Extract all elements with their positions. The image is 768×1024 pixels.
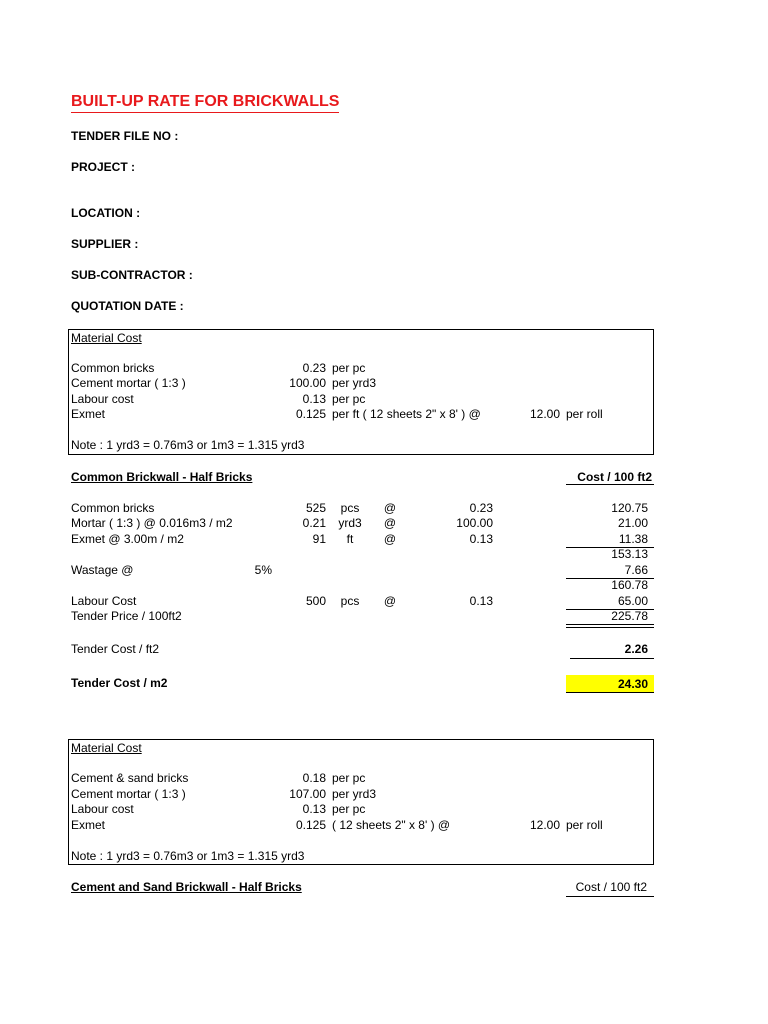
table-row-qty: 0.21 bbox=[302, 516, 326, 530]
material-item-unit: per pc bbox=[332, 802, 366, 816]
material-item-name: Cement mortar ( 1:3 ) bbox=[71, 376, 186, 390]
tender-cost-ft2: 2.26 bbox=[624, 642, 648, 656]
wastage-pct: 5% bbox=[254, 563, 272, 577]
table-row-at: @ bbox=[383, 532, 397, 546]
wastage-label: Wastage @ bbox=[71, 563, 134, 577]
section-title: Cement and Sand Brickwall - Half Bricks bbox=[71, 880, 302, 894]
material-item-name: Labour cost bbox=[71, 392, 134, 406]
material-cost-heading: Material Cost bbox=[71, 331, 142, 345]
table-row-rate: 0.23 bbox=[469, 501, 493, 515]
section-title: Common Brickwall - Half Bricks bbox=[71, 470, 253, 484]
material-item-name: Exmet bbox=[71, 407, 106, 421]
subtotal-1: 153.13 bbox=[611, 547, 648, 561]
material-item-unit: ( 12 sheets 2" x 8' ) @ bbox=[332, 818, 451, 832]
material-cost-heading: Material Cost bbox=[71, 741, 142, 755]
material-item-name: Common bricks bbox=[71, 361, 155, 375]
cost-header-underline bbox=[566, 484, 654, 485]
material-item-unit: per pc bbox=[332, 392, 366, 406]
double-underline-bottom bbox=[566, 627, 654, 628]
material-item-unit: per yrd3 bbox=[332, 376, 377, 390]
cost-header: Cost / 100 ft2 bbox=[575, 880, 647, 894]
material-item-rate: 107.00 bbox=[289, 787, 326, 801]
material-item-unit: per pc bbox=[332, 361, 366, 375]
tender-cost-ft2-underline bbox=[570, 658, 654, 659]
tender-cost-m2-underline bbox=[566, 692, 654, 693]
material-item-extra-rate: 12.00 bbox=[529, 407, 560, 421]
tender-cost-ft2-label: Tender Cost / ft2 bbox=[71, 642, 160, 656]
double-underline-top bbox=[566, 624, 654, 625]
table-row-qty: 525 bbox=[305, 501, 326, 515]
tender-cost-m2-label: Tender Cost / m2 bbox=[71, 676, 168, 690]
material-note: Note : 1 yrd3 = 0.76m3 or 1m3 = 1.315 yrd3 bbox=[71, 438, 305, 452]
table-row-cost: 120.75 bbox=[611, 501, 648, 515]
material-item-name: Labour cost bbox=[71, 802, 134, 816]
material-item-unit: per pc bbox=[332, 771, 366, 785]
material-item-unit: per yrd3 bbox=[332, 787, 377, 801]
material-item-name: Cement & sand bricks bbox=[71, 771, 189, 785]
table-row-at: @ bbox=[383, 516, 397, 530]
material-item-name: Exmet bbox=[71, 818, 106, 832]
wastage-cost: 7.66 bbox=[624, 563, 648, 577]
material-item-rate: 0.18 bbox=[302, 771, 326, 785]
table-row-qty: 91 bbox=[312, 532, 326, 546]
supplier-label: SUPPLIER : bbox=[71, 237, 139, 251]
table-row-unit: ft bbox=[346, 532, 354, 546]
table-row-cost: 65.00 bbox=[617, 594, 648, 608]
table-row-qty: 500 bbox=[305, 594, 326, 608]
tender-cost-m2: 24.30 bbox=[617, 677, 648, 691]
tender-price: 225.78 bbox=[611, 609, 648, 623]
material-item-rate: 0.13 bbox=[302, 802, 326, 816]
cost-header-underline bbox=[566, 896, 654, 897]
table-row-unit: pcs bbox=[340, 501, 360, 515]
page-title: BUILT-UP RATE FOR BRICKWALLS bbox=[71, 92, 339, 113]
table-row-name: Mortar ( 1:3 ) @ 0.016m3 / m2 bbox=[71, 516, 233, 530]
tender-file-no-label: TENDER FILE NO : bbox=[71, 129, 179, 143]
sub-contractor-label: SUB-CONTRACTOR : bbox=[71, 268, 193, 282]
table-row-cost: 11.38 bbox=[618, 532, 648, 546]
table-row-unit: yrd3 bbox=[338, 516, 362, 530]
table-row-name: Labour Cost bbox=[71, 594, 137, 608]
material-item-name: Cement mortar ( 1:3 ) bbox=[71, 787, 186, 801]
material-item-extra-unit: per roll bbox=[566, 818, 603, 832]
table-row-cost: 21.00 bbox=[617, 516, 648, 530]
cost-header: Cost / 100 ft2 bbox=[577, 470, 652, 484]
table-row-name: Exmet @ 3.00m / m2 bbox=[71, 532, 184, 546]
material-item-rate: 0.13 bbox=[302, 392, 326, 406]
material-item-unit: per ft ( 12 sheets 2" x 8' ) @ bbox=[332, 407, 481, 421]
tender-price-label: Tender Price / 100ft2 bbox=[71, 609, 182, 623]
material-note: Note : 1 yrd3 = 0.76m3 or 1m3 = 1.315 yrd3 bbox=[71, 849, 305, 863]
subtotal-2: 160.78 bbox=[611, 578, 648, 592]
material-item-rate: 0.125 bbox=[295, 407, 326, 421]
table-row-rate: 0.13 bbox=[469, 532, 493, 546]
project-label: PROJECT : bbox=[71, 160, 136, 174]
material-item-rate: 0.23 bbox=[302, 361, 326, 375]
table-row-at: @ bbox=[383, 501, 397, 515]
table-row-rate: 100.00 bbox=[456, 516, 493, 530]
material-item-rate: 0.125 bbox=[295, 818, 326, 832]
table-row-at: @ bbox=[383, 594, 397, 608]
material-item-extra-unit: per roll bbox=[566, 407, 603, 421]
table-row-rate: 0.13 bbox=[469, 594, 493, 608]
location-label: LOCATION : bbox=[71, 206, 141, 220]
material-item-extra-rate: 12.00 bbox=[529, 818, 560, 832]
table-row-unit: pcs bbox=[340, 594, 360, 608]
quotation-date-label: QUOTATION DATE : bbox=[71, 299, 184, 313]
table-row-name: Common bricks bbox=[71, 501, 155, 515]
material-item-rate: 100.00 bbox=[289, 376, 326, 390]
